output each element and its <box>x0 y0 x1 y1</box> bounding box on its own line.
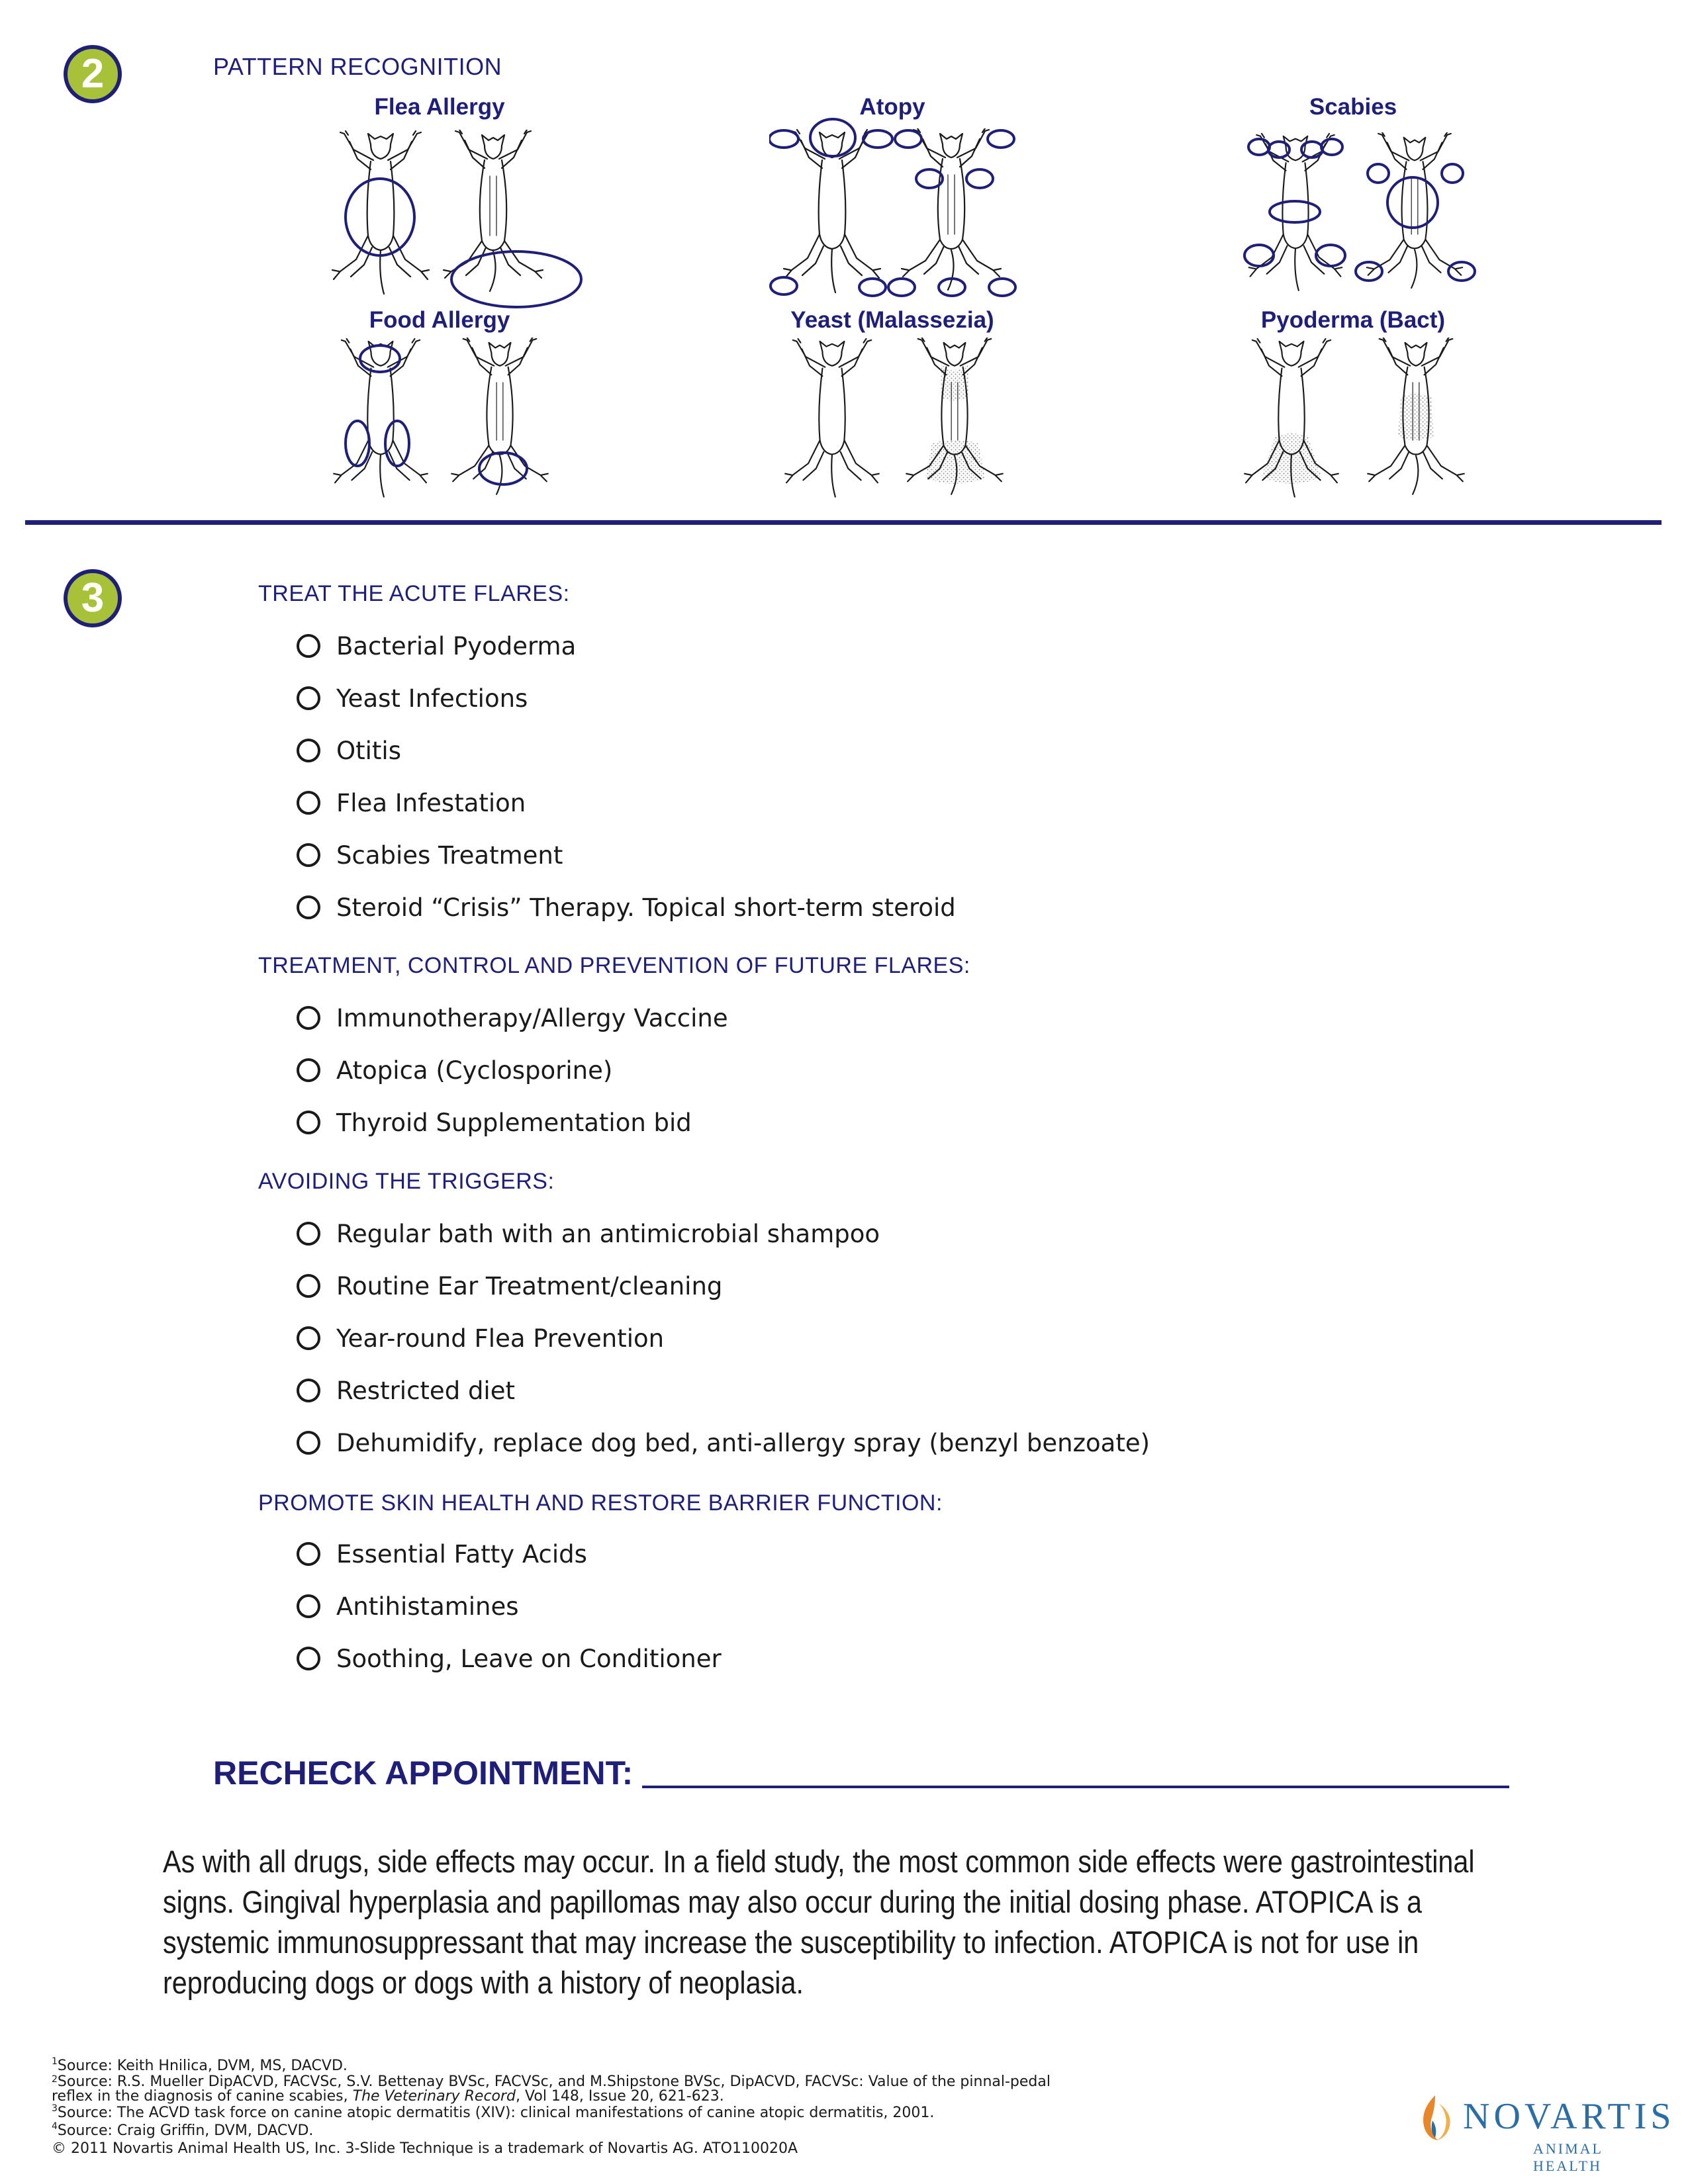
option-label: Immunotherapy/Allergy Vaccine <box>336 1003 728 1032</box>
disclaimer-line: signs. Gingival hyperplasia and papillomas may also occur during the initial dosing phase. ATOPICA is a <box>163 1884 1423 1919</box>
option-label: Thyroid Supplementation bid <box>336 1108 692 1137</box>
disclaimer-line: As with all drugs, side effects may occur. In a field study, the most common side effects were gastrointestinal <box>163 1844 1475 1879</box>
radio-circle[interactable] <box>297 1326 320 1350</box>
radio-circle[interactable] <box>297 1431 320 1455</box>
option-label: Soothing, Leave on Conditioner <box>336 1644 722 1673</box>
option-immunotherapy[interactable] <box>297 1002 728 1034</box>
option-label: Scabies Treatment <box>336 841 563 870</box>
option-conditioner[interactable] <box>297 1643 722 1674</box>
pattern-label-food-allergy: Food Allergy <box>369 307 510 333</box>
radio-circle[interactable] <box>297 1647 320 1670</box>
option-flea-prevention[interactable] <box>297 1322 664 1354</box>
pattern-label-pyoderma: Pyoderma (Bact) <box>1260 307 1446 333</box>
radio-circle[interactable] <box>297 895 320 919</box>
footnote-4: $^4$Source: Craig Griffin, DVM, DACVD. <box>52 2121 314 2139</box>
copyright-line: © 2011 Novartis Animal Health US, Inc. 3-Slide Technique is a trademark of Novartis AG. ATO110020A <box>52 2140 798 2157</box>
pattern-label-scabies: Scabies <box>1309 94 1397 120</box>
group-heading-skin-health: PROMOTE SKIN HEALTH AND RESTORE BARRIER FUNCTION: <box>258 1490 943 1516</box>
recheck-appointment-field[interactable] <box>642 1756 1509 1788</box>
pattern-label-atopy: Atopy <box>859 94 925 120</box>
footnote-3: $^3$Source: The ACVD task force on canine atopic dermatitis (XIV): clinical manifestations of canine atopic dermatitis, 2001. <box>52 2103 935 2121</box>
radio-circle[interactable] <box>297 634 320 658</box>
group-heading-future-flares: TREATMENT, CONTROL AND PREVENTION OF FUTURE FLARES: <box>258 953 970 978</box>
logo-subtitle: ANIMAL HEALTH <box>1533 2140 1603 2174</box>
radio-circle[interactable] <box>297 1542 320 1566</box>
radio-circle[interactable] <box>297 1006 320 1030</box>
option-label: Regular bath with an antimicrobial shampoo <box>336 1219 880 1248</box>
radio-circle[interactable] <box>297 686 320 710</box>
dog-figure-flea-allergy <box>318 124 583 316</box>
pattern-label-flea-allergy: Flea Allergy <box>374 94 505 120</box>
option-antihistamines[interactable] <box>297 1590 519 1622</box>
step-number: 2 <box>81 51 105 97</box>
option-scabies-treatment[interactable] <box>297 839 563 871</box>
dog-figure-food-allergy <box>324 338 576 516</box>
option-atopica[interactable] <box>297 1054 612 1086</box>
option-flea-infestation[interactable] <box>297 787 526 819</box>
option-yeast-infections[interactable] <box>297 682 528 714</box>
option-restricted-diet[interactable] <box>297 1375 515 1406</box>
footnote-1: $^1$Source: Keith Hnilica, DVM, MS, DACVD. <box>52 2056 348 2074</box>
dog-figure-atopy <box>769 118 1021 310</box>
radio-circle[interactable] <box>297 843 320 867</box>
option-label: Flea Infestation <box>336 788 526 817</box>
radio-circle[interactable] <box>297 1222 320 1246</box>
option-bacterial-pyoderma[interactable] <box>297 630 576 662</box>
step-number: 3 <box>81 575 105 621</box>
radio-circle[interactable] <box>297 1274 320 1298</box>
disclaimer-line: reproducing dogs or dogs with a history of neoplasia. <box>163 1965 804 2000</box>
radio-circle[interactable] <box>297 1111 320 1134</box>
option-otitis[interactable] <box>297 735 401 766</box>
option-essential-fatty-acids[interactable] <box>297 1538 587 1570</box>
novartis-logo <box>1415 2091 1675 2174</box>
option-label: Restricted diet <box>336 1376 515 1405</box>
recheck-label: RECHECK APPOINTMENT: <box>213 1754 633 1792</box>
footnote-2: $^2$Source: R.S. Mueller DipACVD, FACVSc, S.V. Bettenay BVSc, FACVSc, and M.Shipstone BVSc, DipACVD, FACVSc: Value of the pinnal-pedal reflex in the diagnosis of canine scabies, The Veterinary Record, Vol 148, Issue 20, 621-623. <box>52 2073 1051 2105</box>
option-label: Antihistamines <box>336 1592 519 1621</box>
radio-circle[interactable] <box>297 1058 320 1082</box>
safety-disclaimer <box>163 1841 1590 2003</box>
option-regular-bath[interactable] <box>297 1218 880 1250</box>
pattern-label-yeast: Yeast (Malassezia) <box>790 307 994 333</box>
novartis-flame-icon <box>1415 2091 1458 2144</box>
dog-figure-yeast <box>776 338 1027 516</box>
disclaimer-line: systemic immunosuppressant that may increase the susceptibility to infection. ATOPICA is not for use in <box>163 1925 1419 1960</box>
footnotes <box>52 2057 1177 2158</box>
dog-figure-pyoderma <box>1235 338 1487 516</box>
section-divider <box>25 520 1662 525</box>
radio-circle[interactable] <box>297 791 320 815</box>
radio-circle[interactable] <box>297 1379 320 1402</box>
option-label: Yeast Infections <box>336 684 528 713</box>
option-label: Otitis <box>336 736 401 765</box>
option-label: Year-round Flea Prevention <box>336 1324 665 1353</box>
option-label: Essential Fatty Acids <box>336 1539 587 1569</box>
option-ear-treatment[interactable] <box>297 1270 722 1302</box>
option-dehumidify[interactable] <box>297 1427 1150 1459</box>
option-label: Atopica (Cyclosporine) <box>336 1056 613 1085</box>
option-steroid-crisis-therapy[interactable] <box>297 891 956 923</box>
option-label: Dehumidify, replace dog bed, anti-allergy spray (benzyl benzoate) <box>336 1428 1150 1457</box>
recheck-appointment <box>213 1754 1509 1792</box>
section-title-pattern-recognition: PATTERN RECOGNITION <box>213 53 502 80</box>
step-badge-3 <box>64 569 122 627</box>
option-thyroid-supplementation[interactable] <box>297 1107 692 1138</box>
radio-circle[interactable] <box>297 739 320 762</box>
radio-circle[interactable] <box>297 1594 320 1618</box>
logo-wordmark: NOVARTIS <box>1463 2096 1675 2137</box>
group-heading-acute-flares: TREAT THE ACUTE FLARES: <box>258 581 570 606</box>
step-badge-2 <box>64 45 122 103</box>
group-heading-avoiding-triggers: AVOIDING THE TRIGGERS: <box>258 1169 555 1194</box>
dog-figure-scabies <box>1239 130 1477 308</box>
option-label: Bacterial Pyoderma <box>336 631 577 660</box>
option-label: Steroid “Crisis” Therapy. Topical short-term steroid <box>336 893 956 922</box>
option-label: Routine Ear Treatment/cleaning <box>336 1271 723 1300</box>
